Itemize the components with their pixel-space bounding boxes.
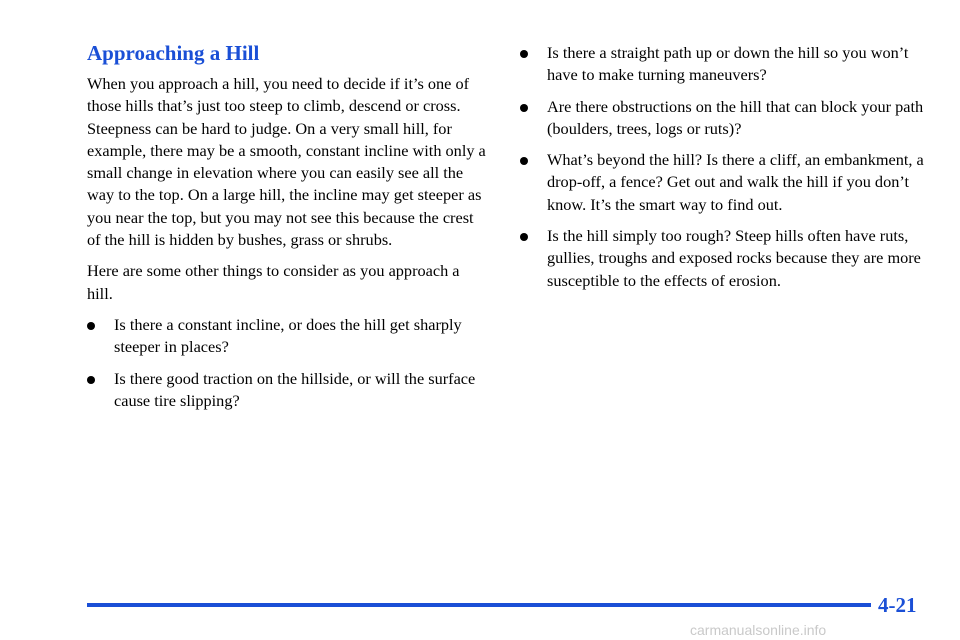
bullet-text: What’s beyond the hill? Is there a cliff, an embankment, a drop-off, a fence? Get out and walk the hill if you don’t know. It’s the smart way to find out.	[547, 150, 924, 214]
left-bullet-list	[87, 314, 489, 412]
bullet-dot-icon	[87, 322, 95, 330]
considerations-paragraph: Here are some other things to consider as you approach a hill.	[87, 261, 460, 303]
footer-rule	[87, 603, 871, 607]
bullet-dot-icon	[520, 50, 528, 58]
bullet-text: Are there obstructions on the hill that can block your path (boulders, trees, logs or ruts)?	[547, 96, 924, 138]
bullet-item	[520, 225, 930, 292]
bullet-dot-icon	[520, 157, 528, 165]
bullet-dot-icon	[520, 104, 528, 112]
bullet-item	[520, 96, 930, 141]
bullet-text: Is the hill simply too rough? Steep hills often have ruts, gullies, troughs and exposed rocks because they are more susceptible to the effects of erosion.	[547, 226, 921, 290]
right-bullet-list	[520, 42, 930, 292]
right-column	[520, 42, 930, 301]
intro-paragraph: When you approach a hill, you need to decide if it’s one of those hills that’s just too steep to climb, descend or cross. Steepness can be hard to judge. On a very small hill, for example, there may be a smooth, constant incline with only a small change in elevation where you can easily see all the way to the top. On a large hill, the incline may get steeper as you near the top, but you may not see this because the crest of the hill is hidden by bushes, grass or shrubs.	[87, 74, 486, 250]
bullet-text: Is there a constant incline, or does the hill get sharply steeper in places?	[114, 314, 462, 357]
bullet-text: Is there a straight path up or down the hill so you won’t have to make turning maneuvers?	[547, 43, 909, 85]
page-number: 4-21	[878, 593, 917, 617]
bullet-item	[520, 42, 930, 87]
left-text-flow	[87, 73, 489, 421]
bullet-dot-icon	[520, 233, 528, 241]
section-title: Approaching a Hill	[87, 41, 260, 65]
bullet-item	[87, 314, 489, 359]
watermark: carmanualsonline.info	[690, 622, 827, 638]
bullet-item	[520, 149, 930, 216]
bullet-dot-icon	[87, 376, 95, 384]
bullet-item	[87, 368, 489, 413]
bullet-text: Is there good traction on the hillside, or will the surface cause tire slipping?	[114, 368, 476, 410]
